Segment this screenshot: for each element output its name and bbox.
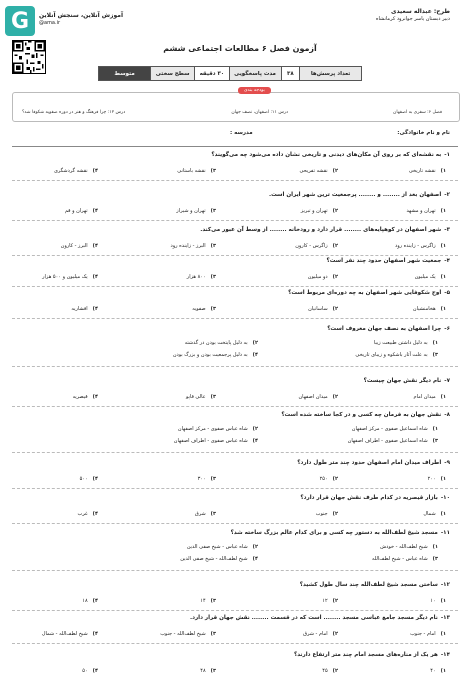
question-item — [12, 258, 458, 288]
option-text: ۳۰۰ — [197, 476, 206, 482]
answer-option[interactable] — [71, 306, 98, 312]
option-text: هخامنشیان — [412, 306, 436, 312]
option-number: ۱) — [440, 243, 446, 249]
question-text — [211, 152, 450, 158]
answer-option[interactable] — [180, 556, 258, 562]
brand-site: @ama.ir — [39, 20, 61, 27]
answer-option[interactable] — [413, 306, 446, 312]
question-number: ۷- — [444, 378, 450, 384]
difficulty-label: سطح سختی — [150, 67, 194, 80]
option-number: ۳) — [210, 306, 216, 312]
question-text — [231, 530, 450, 536]
option-text: صفویه — [192, 306, 206, 312]
question-divider — [12, 452, 458, 453]
answer-option[interactable] — [413, 394, 446, 400]
option-number: ۴) — [92, 476, 98, 482]
option-text: تهران و قم — [64, 208, 88, 214]
option-number: ۴) — [92, 511, 98, 517]
option-number: ۴) — [92, 274, 98, 280]
question-text — [300, 582, 450, 588]
option-text: جنوب — [315, 511, 328, 517]
answer-option[interactable] — [177, 168, 216, 174]
question-stem: اطراف میدان امام اصفهان حدود چند متر طول دارد؟ — [297, 460, 442, 466]
option-text: به دلیل پایتخت بودن در گذشته — [184, 340, 248, 346]
option-number: ۱) — [432, 426, 438, 432]
option-text: ۲۰۰ — [427, 476, 436, 482]
option-text: امام - شرق — [303, 631, 328, 637]
option-number: ۱) — [440, 598, 446, 604]
answer-option[interactable] — [187, 274, 216, 280]
option-text: افشاریه — [71, 306, 88, 312]
brand-block — [39, 12, 123, 27]
option-text: زاگرس - کارون — [295, 243, 328, 249]
question-divider — [12, 286, 458, 287]
answer-option[interactable] — [54, 168, 98, 174]
question-item — [12, 152, 458, 182]
question-stem: جمعیت شهر اصفهان حدود چند نفر است؟ — [326, 258, 442, 264]
answer-option[interactable] — [187, 544, 258, 550]
question-stem: اصفهان بعد از ........ و ........ پرجمعیت ترین شهر ایران است. — [268, 192, 442, 198]
question-item — [12, 227, 458, 257]
option-number: ۳) — [432, 352, 438, 358]
question-stem: هر یک از مناره‌های مسجد امام چند متر ارتفاع دارند؟ — [293, 652, 438, 658]
question-number: ۱۱- — [440, 530, 450, 536]
option-number: ۲) — [332, 208, 338, 214]
option-text: به علت آثار باشکوه و زیبای تاریخی — [355, 352, 428, 358]
option-number: ۳) — [210, 274, 216, 280]
answer-option[interactable] — [80, 476, 98, 482]
option-text: شرق — [194, 511, 206, 517]
question-number: ۳- — [444, 227, 450, 233]
option-text: شاه عباس صفوی - مرکز اصفهان — [177, 426, 248, 432]
option-number: ۴) — [92, 668, 98, 674]
option-text: نقشه باستانی — [177, 168, 206, 174]
option-number: ۳) — [432, 438, 438, 444]
question-number: ۶- — [444, 326, 450, 332]
option-number: ۴) — [252, 556, 258, 562]
question-item — [12, 192, 458, 222]
option-text: ۱۴ — [200, 598, 206, 604]
question-text — [300, 495, 450, 501]
option-number: ۴) — [92, 306, 98, 312]
answer-option[interactable] — [198, 476, 216, 482]
answer-option[interactable] — [410, 631, 446, 637]
question-number: ۵- — [444, 290, 450, 296]
question-divider — [12, 318, 458, 319]
option-text: ۴۸ — [200, 668, 206, 674]
answer-option[interactable] — [308, 274, 338, 280]
school-field[interactable]: مدرسه : — [230, 130, 253, 136]
option-number: ۱) — [432, 340, 438, 346]
question-stem: مسجد شیخ لطف‌الله به دستور چه کسی و برای کدام عالم بزرگ ساخته شد؟ — [230, 530, 438, 536]
option-text: یک میلیون — [414, 274, 436, 280]
option-text: ۱۰ — [430, 598, 436, 604]
answer-option[interactable] — [170, 243, 216, 249]
question-number: ۱۳- — [440, 615, 450, 621]
option-number: ۲) — [252, 340, 258, 346]
option-text: شمال — [423, 511, 436, 517]
option-text: شیخ لطف‌الله - خودش — [380, 544, 428, 550]
question-stem: اوج شکوفایی شهر اصفهان به چه دوره‌ای مربوط است؟ — [288, 290, 442, 296]
answer-option[interactable] — [295, 243, 338, 249]
option-text: غرب — [77, 511, 88, 517]
question-divider — [12, 610, 458, 611]
answer-option[interactable] — [173, 352, 258, 358]
option-number: ۳) — [210, 208, 216, 214]
option-text: نقشه گردشگری — [54, 168, 88, 174]
option-text: تهران و تبریز — [300, 208, 328, 214]
answer-option[interactable] — [82, 668, 98, 674]
answer-option[interactable] — [322, 598, 338, 604]
option-number: ۲) — [332, 306, 338, 312]
option-number: ۲) — [332, 168, 338, 174]
answer-option[interactable] — [409, 168, 446, 174]
option-number: ۴) — [92, 208, 98, 214]
lesson-2-text: درس ۱۲: چرا فرهنگ و هنر در دوره صفویه شکوفا شد؟ — [22, 110, 126, 115]
option-number: ۲) — [332, 274, 338, 280]
qr-code-icon — [12, 40, 46, 74]
option-text: شیخ لطف‌الله - شمال — [41, 631, 88, 637]
question-divider — [12, 366, 458, 367]
option-text: شاه اسماعیل صفوی - اطراف اصفهان — [347, 438, 428, 444]
answer-option[interactable] — [299, 394, 339, 400]
question-stem: بازار قیصریه در کدام طرف نقش جهان قرار دارد؟ — [300, 495, 438, 501]
option-number: ۴) — [252, 352, 258, 358]
option-number: ۲) — [332, 631, 338, 637]
option-number: ۳) — [210, 631, 216, 637]
option-text: قیصریه — [72, 394, 88, 400]
teacher-school: دبیر دبستان یاسر جوانرود کرمانشاه — [375, 16, 450, 23]
option-text: به دلیل داشتن طبیعت زیبا — [373, 340, 428, 346]
option-number: ۲) — [332, 243, 338, 249]
answer-option[interactable] — [178, 426, 258, 432]
chapter-text: فصل ۶: سفری به اصفهان — [393, 110, 442, 115]
question-divider — [12, 570, 458, 571]
teacher-info — [300, 8, 450, 23]
option-number: ۳) — [210, 598, 216, 604]
question-number: ۱۴- — [440, 652, 450, 658]
answer-option[interactable] — [42, 274, 98, 280]
answer-option[interactable] — [174, 438, 258, 444]
option-number: ۴) — [92, 394, 98, 400]
option-text: عالی قاپو — [185, 394, 206, 400]
answer-option[interactable] — [380, 544, 438, 550]
option-number: ۳) — [210, 394, 216, 400]
question-divider — [12, 180, 458, 181]
question-divider — [12, 255, 458, 256]
question-stem: به نقشه‌ای که بر روی آن مکان‌های دیدنی و تاریخی نشان داده می‌شود چه می‌گویند؟ — [211, 152, 442, 158]
answer-option[interactable] — [406, 208, 446, 214]
lesson-1-text: درس ۱۱: اصفهان، نصف جهان — [231, 110, 288, 115]
question-stem: شهر اصفهان در کوهپایه‌های ........ قرار دارد و رودخانه ........ از وسط آن عبور می‌کند. — [200, 227, 442, 233]
option-text: زاگرس - زاینده رود — [395, 243, 436, 249]
syllabus-tag: بودجه بندی — [238, 87, 271, 94]
option-number: ۳) — [210, 168, 216, 174]
option-text: ۵۰۰ — [79, 476, 88, 482]
answer-option[interactable] — [65, 208, 98, 214]
option-text: شاه اسماعیل صفوی - مرکز اصفهان — [351, 426, 428, 432]
option-text: نقشه تفریحی — [299, 168, 328, 174]
answer-option[interactable] — [423, 511, 446, 517]
option-text: البرز - زاینده رود — [170, 243, 206, 249]
answer-option[interactable] — [320, 476, 338, 482]
answer-option[interactable] — [415, 274, 446, 280]
answer-option[interactable] — [82, 598, 98, 604]
option-text: شاه عباس - شیخ صفی الدین — [186, 544, 248, 550]
answer-option[interactable] — [348, 438, 438, 444]
option-number: ۱) — [440, 511, 446, 517]
question-number: ۹- — [444, 460, 450, 466]
answer-option[interactable] — [185, 340, 258, 346]
answer-option[interactable] — [430, 598, 446, 604]
question-divider — [12, 220, 458, 221]
question-text — [297, 460, 450, 466]
answer-option[interactable] — [186, 394, 216, 400]
answer-option[interactable] — [303, 631, 338, 637]
option-text: تهران و مشهد — [406, 208, 436, 214]
duration-value: ۳۰ دقیقه — [194, 67, 228, 80]
option-text: تهران و شیراز — [176, 208, 206, 214]
difficulty-value: متوسط — [99, 67, 150, 80]
question-divider — [12, 523, 458, 524]
option-text: شیخ لطف‌الله - جنوب — [160, 631, 206, 637]
option-number: ۴) — [92, 598, 98, 604]
question-text — [190, 615, 450, 621]
question-stem: ساختن مسجد شیخ لطف‌الله چند سال طول کشید؟ — [299, 582, 438, 588]
question-item — [12, 290, 458, 320]
answer-option[interactable] — [300, 168, 338, 174]
option-number: ۳) — [210, 511, 216, 517]
option-number: ۲) — [332, 668, 338, 674]
answer-option[interactable] — [192, 306, 216, 312]
question-divider — [12, 488, 458, 489]
answer-option[interactable] — [200, 598, 216, 604]
answer-option[interactable] — [195, 511, 216, 517]
answer-option[interactable] — [200, 668, 216, 674]
question-stem: نام دیگر مسجد جامع عباسی مسجد ........ است که در قسمت ........ نقش جهان قرار دارد. — [189, 615, 438, 621]
question-divider — [12, 406, 458, 407]
option-text: شاه عباس صفوی - اطراف اصفهان — [173, 438, 248, 444]
option-number: ۱) — [440, 168, 446, 174]
option-number: ۱) — [440, 274, 446, 280]
option-number: ۲) — [332, 511, 338, 517]
question-count-label: تعداد پرسش‌ها — [299, 67, 361, 80]
question-number: ۸- — [444, 412, 450, 418]
answer-option[interactable] — [374, 340, 438, 346]
brand-title: آموزش آنلاین، سنجش آنلاین — [39, 12, 124, 19]
option-text: به دلیل پرجمعیت بودن و بزرگ بودن — [172, 352, 248, 358]
question-item — [12, 326, 458, 356]
answer-option[interactable] — [42, 631, 98, 637]
question-divider — [12, 643, 458, 644]
question-item — [12, 460, 458, 490]
option-text: دو میلیون — [307, 274, 328, 280]
answer-option[interactable] — [355, 352, 438, 358]
option-number: ۳) — [210, 476, 216, 482]
brand-logo: G — [5, 6, 35, 36]
option-text: یک میلیون و ۵۰۰ هزار — [42, 274, 88, 280]
answer-option[interactable] — [316, 511, 338, 517]
option-text: میدان امام — [413, 394, 436, 400]
option-text: البرز - کارون — [60, 243, 88, 249]
question-number: ۱۰- — [440, 495, 450, 501]
answer-option[interactable] — [61, 243, 98, 249]
question-item — [12, 412, 458, 442]
option-text: شیخ لطف‌الله - شیخ صفی الدین — [180, 556, 248, 562]
student-name-field[interactable]: نام و نام خانوادگی: — [397, 130, 450, 136]
answer-option[interactable] — [308, 306, 338, 312]
answer-option[interactable] — [176, 208, 216, 214]
question-count: ۳۸ — [281, 67, 300, 80]
question-item — [12, 615, 458, 645]
option-number: ۳) — [210, 243, 216, 249]
option-number: ۴) — [92, 168, 98, 174]
option-number: ۲) — [252, 426, 258, 432]
option-text: میدان اصفهان — [298, 394, 328, 400]
question-stem: نقش جهان به فرمان چه کسی و در کجا ساخته شده است؟ — [281, 412, 442, 418]
option-number: ۱) — [440, 668, 446, 674]
option-number: ۱) — [432, 544, 438, 550]
option-text: ۴۵ — [322, 668, 328, 674]
option-text: امام - جنوب — [410, 631, 436, 637]
option-number: ۴) — [92, 243, 98, 249]
answer-option[interactable] — [322, 668, 338, 674]
duration-label: مدت پاسخگویی — [229, 67, 281, 80]
question-item — [12, 378, 458, 408]
exam-info-bar — [98, 66, 362, 81]
question-text — [294, 652, 450, 658]
answer-option[interactable] — [372, 556, 438, 562]
option-number: ۱) — [440, 631, 446, 637]
question-item — [12, 530, 458, 560]
option-text: نقشه تاریخی — [408, 168, 436, 174]
option-number: ۱) — [440, 306, 446, 312]
answer-option[interactable] — [430, 668, 446, 674]
question-number: ۱۲- — [440, 582, 450, 588]
option-number: ۳) — [210, 668, 216, 674]
option-text: ۸۰۰ هزار — [186, 274, 206, 280]
option-number: ۳) — [432, 556, 438, 562]
question-text — [288, 290, 450, 296]
syllabus-box — [12, 92, 460, 122]
question-number: ۱- — [444, 152, 450, 158]
option-text: ساسانیان — [308, 306, 328, 312]
option-text: ۱۲ — [322, 598, 328, 604]
answer-option[interactable] — [73, 394, 98, 400]
option-number: ۱) — [440, 476, 446, 482]
option-number: ۱) — [440, 394, 446, 400]
question-stem: چرا اصفهان به نصف جهان معروف است؟ — [327, 326, 442, 332]
option-text: ۵۰ — [82, 668, 88, 674]
option-number: ۴) — [92, 631, 98, 637]
divider — [12, 146, 458, 147]
question-text — [200, 227, 450, 233]
question-item — [12, 495, 458, 525]
question-text — [281, 412, 450, 418]
option-number: ۲) — [332, 394, 338, 400]
teacher-name: طرح: عبداله سعیدی — [391, 8, 450, 15]
option-text: شاه عباس - شیخ لطف‌الله — [372, 556, 428, 562]
option-number: ۲) — [252, 544, 258, 550]
answer-option[interactable] — [428, 476, 446, 482]
exam-title: آزمون فصل ۶ مطالعات اجتماعی ششم — [163, 44, 317, 53]
question-number: ۴- — [444, 258, 450, 264]
answer-option[interactable] — [301, 208, 338, 214]
question-text — [327, 326, 450, 332]
option-number: ۱) — [440, 208, 446, 214]
option-text: ۴۰ — [430, 668, 436, 674]
option-number: ۲) — [332, 476, 338, 482]
option-number: ۲) — [332, 598, 338, 604]
question-stem: نام دیگر نقش جهان چیست؟ — [363, 378, 442, 384]
answer-option[interactable] — [352, 426, 438, 432]
answer-option[interactable] — [395, 243, 446, 249]
question-text — [364, 378, 450, 384]
option-number: ۴) — [252, 438, 258, 444]
answer-option[interactable] — [160, 631, 216, 637]
question-number: ۲- — [444, 192, 450, 198]
question-text — [269, 192, 450, 198]
question-item — [12, 652, 458, 682]
option-text: ۱۸ — [82, 598, 88, 604]
question-item — [12, 582, 458, 612]
answer-option[interactable] — [78, 511, 98, 517]
question-text — [326, 258, 450, 264]
option-text: ۲۵۰ — [319, 476, 328, 482]
